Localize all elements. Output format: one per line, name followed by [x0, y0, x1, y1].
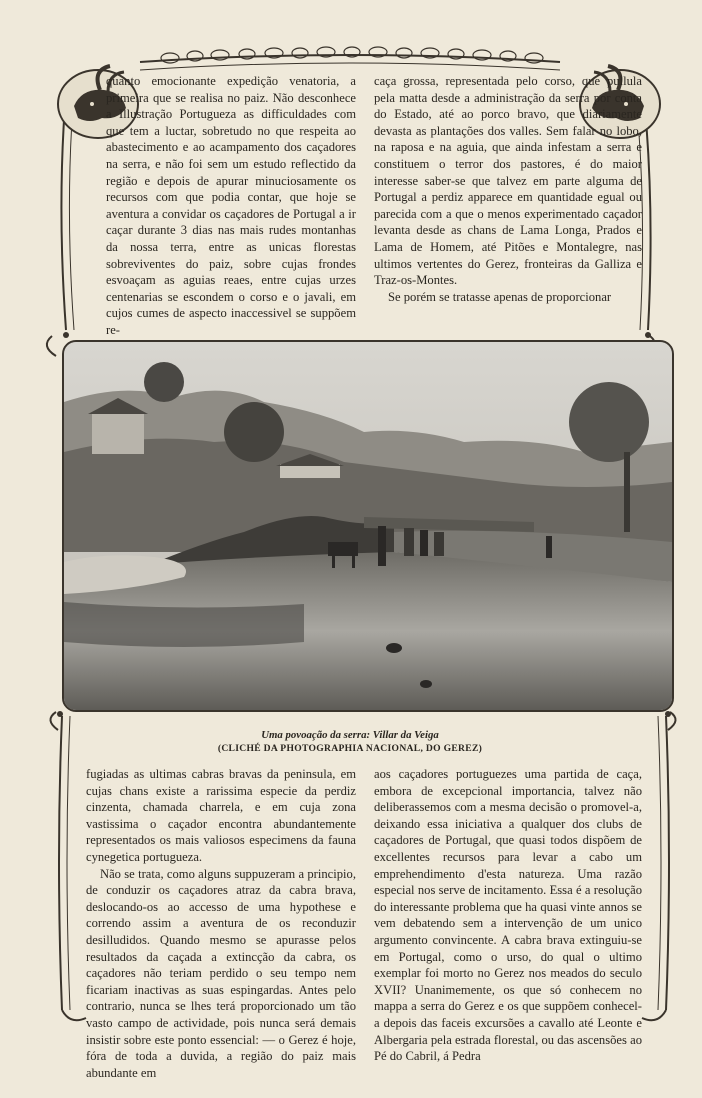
photo-caption — [120, 729, 580, 755]
paragraph: quanto emocionante expedição venatoria, a primeira que se realisa no paiz. Não desconhece a Illustração Portugueza as difficuldades com que tem a luctar, sobretudo no que respeita ao abastecimento e ao acampamento dos caçadores na serra, e não foi sem um estudo reflectido da região e depois de apurar minuciosamente os recursos com que podia contar, que hoje se aventura a convidar os caçadores de Portugal a ir caçar durante 3 dias nas mais rudes montanhas da nossa terra, entre as unicas florestas sobreviventes do paiz, sobre cujas frondes esvoaçam as aguias reaes, entre cujas urzes centenarias se escondem o corso e o javali, em cujos cumes de aspecto inaccessivel se suppõem re- — [106, 74, 356, 337]
paragraph: aos caçadores portuguezes uma partida de caça, embora de excepcional importancia, talvez não deliberassemos com a mesma decisão o promovel-a, deixando essa iniciativa a qualquer dos clubs de caçadores de Portugal, que quasi todos dispõem de excellentes recursos para levar a cabo um emprehendimento d'esta natureza. Uma razão especial nos serve de incitamento. Essa é a resolução do interessante problema que ha quasi vinte annos se vem debatendo sem a intervenção de um unico argumento convincente. A cabra brava extinguiu-se em Portugal, como o urso, do qual o ultimo exemplar foi morto no Gerez nos meados do seculo XVII? Unanimemente, os que só conhecem no mappa a serra do Gerez e os que suppõem conhecel-a depois das faceis excursões a cavallo até Leonte e Albergaria pela estrada florestal, ou das ascensões ao Pé do Cabril, á Pedra — [374, 767, 642, 1064]
paragraph: Não se trata, como alguns suppuzeram a principio, de conduzir os caçadores atraz da cabra brava, deslocando-os ao accesso de uma hypothese e correndo assim a aventura de os reconduzir desilludidos. Quando mesmo se apurasse pelos resultados da caçada a extincção da cabra, os caçadores não teriam perdido o seu tempo nem ficariam inactivas as suas espingardas. Antes pelo contrario, nunca se lhes terá proporcionado um tão vasto campo de actividade, pois nunca será demais insistir sobre este ponto essencial: — o Gerez é hoje, fóra de toda a duvida, a região do paiz mais abundante em — [86, 866, 356, 1080]
paragraph: caça grossa, representada pelo corso, que pullula pela matta desde a administração da serra por conta do Estado, até ao porco bravo, que diariamente devasta as plantações dos valles. Sem falar no lobo, na raposa e na aguia, que ainda infestam a serra e constituem o terror dos pastores, é do maior interesse saber-se que talvez em parte alguma de Portugal a perdiz apparece em quantidade egual ou parecida com a que o menos experimentado caçador levanta desde as chans de Lama Longa, Prados e Lama de Homem, até Pitões e Montalegre, nas ultimos vertentes do Gerez, fronteiras da Galliza e Traz-os-Montes. — [374, 74, 642, 288]
article-column-bottom-left — [86, 766, 356, 1081]
landscape-photograph — [62, 340, 674, 712]
article-column-top-right — [374, 73, 642, 305]
article-column-top-left — [106, 73, 356, 339]
paragraph: Se porém se tratasse apenas de proporcionar — [388, 289, 612, 304]
article-column-bottom-right — [374, 766, 642, 1065]
caption-title: Uma povoação da serra: Villar da Veiga — [261, 729, 439, 741]
paragraph: fugiadas as ultimas cabras bravas da peninsula, em cujas chans existe a rarissima especie da perdiz cinzenta, chamada charrela, e em cuja zona vastissima o caçador encontra abundantemente representados os mais valiosos especimens da fauna cynegetica portugueza. — [86, 767, 356, 864]
photo-illustration — [64, 342, 672, 710]
caption-credit: (CLICHÉ DA PHOTOGRAPHIA NACIONAL, DO GEREZ) — [217, 743, 483, 754]
